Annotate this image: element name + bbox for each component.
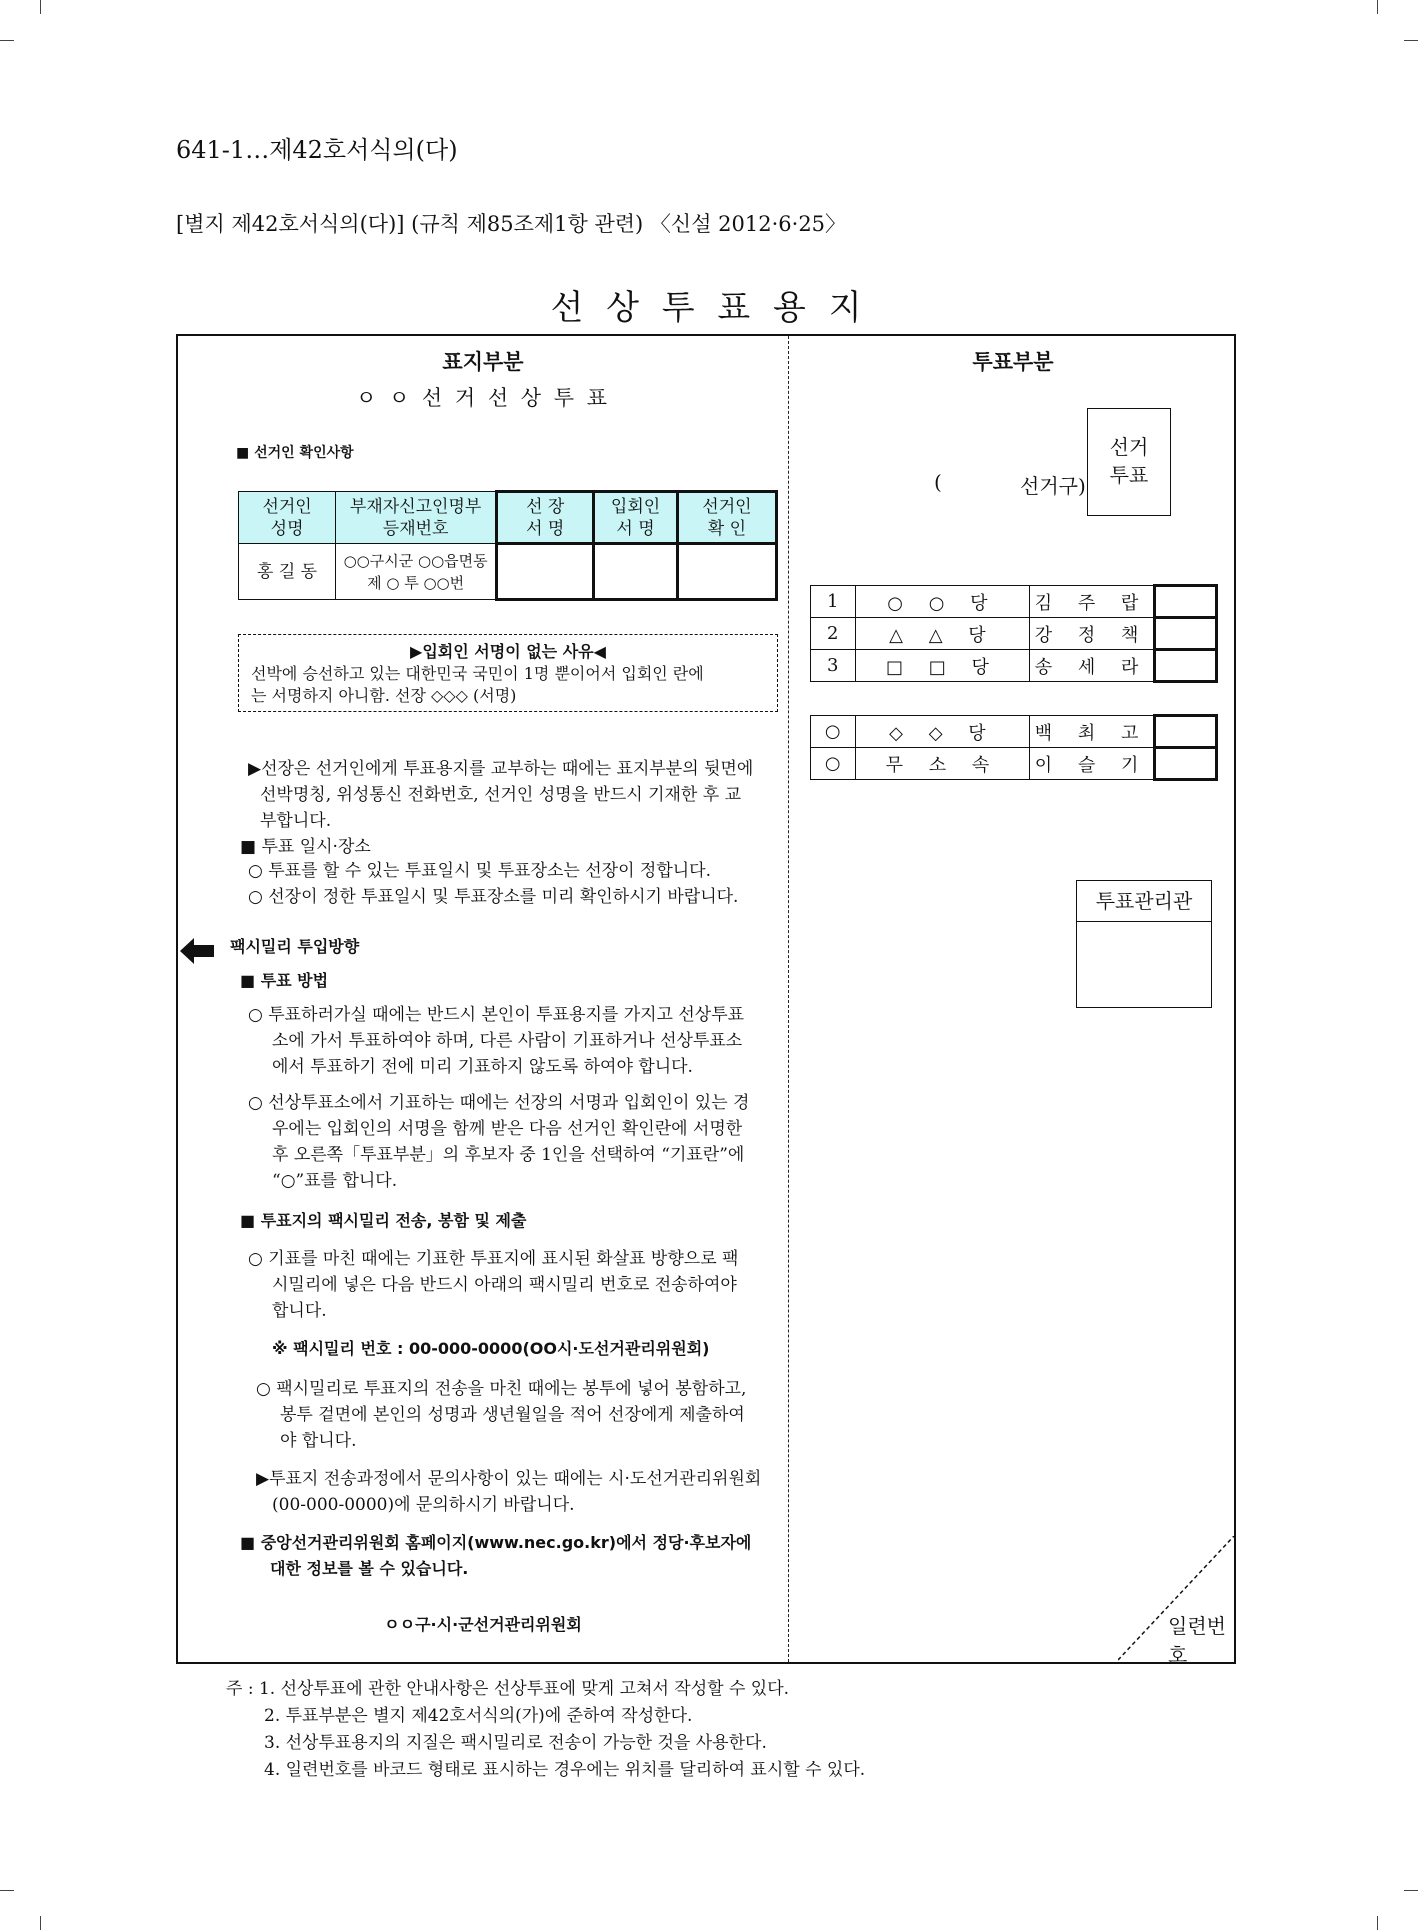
candidate-name: 송 세 라 bbox=[1030, 650, 1155, 682]
vote-mark-box[interactable] bbox=[1154, 586, 1216, 618]
crop-mark bbox=[1377, 1916, 1378, 1930]
inquiry-line: ▶투표지 전송과정에서 문의사항이 있는 때에는 시·도선거관리위원회 bbox=[256, 1469, 762, 1489]
crop-mark bbox=[1377, 0, 1378, 14]
voter-confirm-title: ■ 선거인 확인사항 bbox=[236, 445, 354, 461]
candidate-table-extra bbox=[810, 714, 1218, 781]
voter-name-cell: 홍 길 동 bbox=[239, 544, 336, 600]
footnote-line: 주 : 1. 선상투표에 관한 안내사항은 선상투표에 맞게 고쳐서 작성할 수 있다. bbox=[226, 1679, 790, 1699]
fax-send-line: 야 합니다. bbox=[280, 1431, 357, 1451]
cover-heading: 표지부분 bbox=[442, 350, 524, 374]
voting-time-title: ■ 투표 일시·장소 bbox=[240, 837, 371, 857]
crop-mark bbox=[1404, 40, 1418, 41]
crop-mark bbox=[40, 0, 41, 14]
captain-signature-field[interactable] bbox=[497, 544, 594, 600]
voting-time-line: ○ 투표를 할 수 있는 투표일시 및 투표장소는 선장이 정합니다. bbox=[248, 861, 711, 881]
election-subtitle: ㅇ ㅇ 선 거 선 상 투 표 bbox=[355, 386, 610, 410]
candidate-name: 김 주 랍 bbox=[1030, 586, 1155, 618]
homepage-line: ■ 중앙선거관리위원회 홈페이지(www.nec.go.kr)에서 정당·후보자에 bbox=[240, 1533, 752, 1552]
candidate-name: 이 슬 기 bbox=[1030, 748, 1155, 780]
captain-note-line: 선박명칭, 위성통신 전화번호, 선거인 성명을 반드시 기재한 후 교 bbox=[260, 785, 742, 805]
voter-confirm-table bbox=[238, 490, 778, 601]
witness-signature-field[interactable] bbox=[594, 544, 678, 600]
voter-confirm-field[interactable] bbox=[677, 544, 776, 600]
candidate-number: ○ bbox=[811, 716, 856, 748]
candidate-party: ◇ ◇ 당 bbox=[855, 716, 1030, 748]
voting-method-line: “○”표를 합니다. bbox=[272, 1171, 398, 1191]
vote-mark-box[interactable] bbox=[1154, 716, 1216, 748]
candidate-row bbox=[811, 586, 1217, 618]
no-witness-reason-title: ▶입회인 서명이 없는 사유◀ bbox=[410, 642, 606, 661]
header-voter-confirm: 선거인 확 인 bbox=[677, 492, 776, 544]
footnote-line: 2. 투표부분은 별지 제42호서식의(가)에 준하여 작성한다. bbox=[264, 1706, 693, 1726]
form-reference: [별지 제42호서식의(다)] (규칙 제85조제1항 관련) 〈신설 2012·6·25〉 bbox=[176, 212, 847, 236]
voting-method-line: 후 오른쪽「투표부분」의 후보자 중 1인을 선택하여 “기표란”에 bbox=[272, 1145, 745, 1165]
candidate-table-main bbox=[810, 584, 1218, 683]
ballot-heading: 투표부분 bbox=[972, 350, 1054, 374]
stamp-text: 선거 bbox=[1109, 435, 1149, 459]
candidate-party: 무 소 속 bbox=[855, 748, 1030, 780]
manager-label: 투표관리관 bbox=[1077, 881, 1211, 922]
crop-mark bbox=[40, 1916, 41, 1930]
election-stamp-box bbox=[1087, 408, 1171, 516]
vote-mark-box[interactable] bbox=[1154, 748, 1216, 780]
candidate-number: 1 bbox=[811, 586, 856, 618]
voting-method-line: 소에 가서 투표하여야 하며, 다른 사람이 기표하거나 선상투표소 bbox=[272, 1031, 743, 1051]
fax-send-title: ■ 투표지의 팩시밀리 전송, 봉함 및 제출 bbox=[240, 1211, 527, 1230]
fax-send-line: ○ 기표를 마친 때에는 기표한 투표지에 표시된 화살표 방향으로 팩 bbox=[248, 1249, 739, 1269]
candidate-number: ○ bbox=[811, 748, 856, 780]
candidate-name: 백 최 고 bbox=[1030, 716, 1155, 748]
fax-number: ※ 팩시밀리 번호 : 00-000-0000(OO시·도선거관리위원회) bbox=[272, 1339, 710, 1358]
homepage-line: 대한 정보를 볼 수 있습니다. bbox=[270, 1559, 469, 1578]
fax-direction-label: 팩시밀리 투입방향 bbox=[230, 937, 360, 956]
vote-mark-box[interactable] bbox=[1154, 650, 1216, 682]
header-registry-number: 부재자신고인명부 등재번호 bbox=[336, 492, 497, 544]
candidate-number: 2 bbox=[811, 618, 856, 650]
fax-send-line: 봉투 겉면에 본인의 성명과 생년월일을 적어 선장에게 제출하여 bbox=[280, 1405, 745, 1425]
header-witness-signature: 입회인 서 명 bbox=[594, 492, 678, 544]
captain-note-line: ▶선장은 선거인에게 투표용지를 교부하는 때에는 표지부분의 뒷면에 bbox=[248, 759, 754, 779]
candidate-row bbox=[811, 618, 1217, 650]
crop-mark bbox=[0, 1890, 14, 1891]
crop-mark bbox=[1404, 1890, 1418, 1891]
candidate-party: ○ ○ 당 bbox=[855, 586, 1030, 618]
voting-time-line: ○ 선장이 정한 투표일시 및 투표장소를 미리 확인하시기 바랍니다. bbox=[248, 887, 739, 907]
no-witness-reason-box bbox=[238, 634, 778, 712]
district-open-paren: ( bbox=[934, 470, 942, 494]
footnote-line: 3. 선상투표용지의 지질은 팩시밀리로 전송이 가능한 것을 사용한다. bbox=[264, 1733, 767, 1753]
candidate-row bbox=[811, 748, 1217, 780]
serial-number-label: 일련번호 bbox=[1168, 1614, 1226, 1667]
footnotes bbox=[226, 1676, 865, 1784]
issuer-name: ㅇㅇ구·시·군선거관리위원회 bbox=[384, 1615, 582, 1634]
candidate-row bbox=[811, 716, 1217, 748]
voting-method-line: 우에는 입회인의 서명을 함께 받은 다음 선거인 확인란에 서명한 bbox=[272, 1119, 743, 1139]
fax-send-line: ○ 팩시밀리로 투표지의 전송을 마친 때에는 봉투에 넣어 봉함하고, bbox=[256, 1379, 747, 1399]
footnote-line: 4. 일련번호를 바코드 형태로 표시하는 경우에는 위치를 달리하여 표시할 수 있다. bbox=[264, 1760, 866, 1780]
fax-send-line: 시밀리에 넣은 다음 반드시 아래의 팩시밀리 번호로 전송하여야 bbox=[272, 1275, 737, 1295]
candidate-number: 3 bbox=[811, 650, 856, 682]
candidate-row bbox=[811, 650, 1217, 682]
no-witness-reason-line: 선박에 승선하고 있는 대한민국 국민이 1명 뿐이어서 입회인 란에 bbox=[251, 664, 704, 683]
inquiry-line: (00-000-0000)에 문의하시기 바랍니다. bbox=[272, 1495, 575, 1515]
voting-method-line: ○ 투표하러가실 때에는 반드시 본인이 투표용지를 가지고 선상투표 bbox=[248, 1005, 745, 1025]
ballot-form bbox=[176, 334, 1236, 1667]
registry-number-cell: ○○구시군 ○○읍면동 제 ○ 투 ○○번 bbox=[336, 544, 497, 600]
district-label: 선거구) bbox=[1020, 474, 1086, 498]
no-witness-reason-line: 는 서명하지 아니함. 선장 ◇◇◇ (서명) bbox=[251, 686, 517, 705]
header-captain-signature: 선 장 서 명 bbox=[497, 492, 594, 544]
crop-mark bbox=[0, 40, 14, 41]
fax-send-line: 합니다. bbox=[272, 1301, 327, 1321]
voting-method-title: ■ 투표 방법 bbox=[240, 971, 329, 990]
voting-method-line: ○ 선상투표소에서 기표하는 때에는 선장의 서명과 입회인이 있는 경 bbox=[248, 1093, 750, 1113]
arrow-left-icon bbox=[180, 938, 214, 964]
voting-method-line: 에서 투표하기 전에 미리 기표하지 않도록 하여야 합니다. bbox=[272, 1057, 693, 1077]
candidate-party: □ □ 당 bbox=[855, 650, 1030, 682]
perforation-line bbox=[788, 336, 789, 1662]
manager-seal-box bbox=[1076, 880, 1212, 1008]
candidate-name: 강 정 책 bbox=[1030, 618, 1155, 650]
stamp-text: 투표 bbox=[1109, 463, 1149, 487]
captain-note-line: 부합니다. bbox=[260, 811, 332, 831]
document-title: 선 상 투 표 용 지 bbox=[550, 288, 868, 328]
header-voter-name: 선거인 성명 bbox=[239, 492, 336, 544]
vote-mark-box[interactable] bbox=[1154, 618, 1216, 650]
candidate-party: △ △ 당 bbox=[855, 618, 1030, 650]
page-header: 641-1…제42호서식의(다) bbox=[176, 136, 458, 164]
